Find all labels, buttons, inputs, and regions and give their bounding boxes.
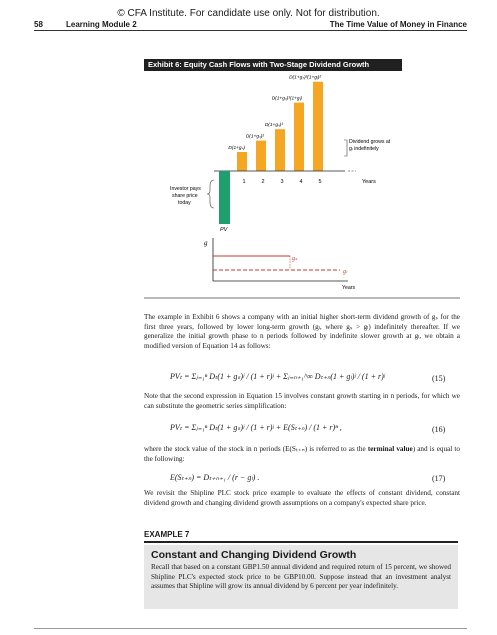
- year-ticks: [242, 179, 321, 185]
- dividend-bar-label-1: D(1+gₛ): [228, 146, 245, 151]
- distribution-notice: © CFA Institute. For candidate use only. Not for distribution.: [117, 8, 380, 19]
- equation-15: PVₜ = Σⱼ₌₁ⁿ Dₜ(1 + gₛ)ʲ / (1 + r)ʲ + Σⱼ₌ₙ₊₁^∞ Dₜ₊ₙ(1 + gₗ)ʲ / (1 + r)ʲ: [170, 372, 386, 381]
- equation-15-number: (15): [432, 374, 446, 383]
- dividend-bar-3: [275, 129, 285, 171]
- example-text: Recall that based on a constant GBP1.50 annual dividend and required return of 15 percent, we showed Shipline PLC's expected stock price to be GBP10.00. Suppose instead that an investment analyst assumes that Shipline will grow its annual dividend by 6 percent per year indefinitely.: [151, 563, 451, 591]
- gl-label: gₗ: [343, 269, 347, 275]
- dividend-bars: [228, 75, 323, 171]
- equation-16: PVₜ = Σⱼ₌₁ⁿ Dₜ(1 + gₛ)ʲ / (1 + r)ʲ + E(Sₜ₊ₙ) / (1 + r)ⁿ ,: [170, 423, 342, 432]
- growth-bracket: [344, 140, 347, 156]
- exhibit-title: Exhibit 6: Equity Cash Flows with Two-Stage Dividend Growth: [144, 59, 402, 71]
- pv-bar: [219, 171, 230, 224]
- equation-17: E(Sₜ₊ₙ) = Dₜ₊ₙ₊₁ / (r − gₗ) .: [170, 473, 260, 482]
- g-axis-label: g: [204, 239, 208, 247]
- gs-label: gₛ: [292, 256, 298, 262]
- dividend-bar-label-2: D(1+gₛ)²: [245, 134, 264, 140]
- terminal-value-term: terminal value: [367, 445, 413, 453]
- dividend-bar-4: [294, 103, 304, 171]
- footer-rule: [34, 628, 467, 629]
- investor-line-2: share price: [172, 193, 198, 199]
- paragraph-3: [144, 445, 460, 464]
- year-tick-2: 2: [261, 179, 265, 185]
- year-tick-5: 5: [318, 179, 322, 185]
- example-header: EXAMPLE 7: [144, 530, 190, 539]
- dividend-bar-2: [256, 141, 266, 171]
- pv-label: PV: [220, 227, 228, 233]
- page-number: 58: [34, 20, 43, 29]
- module-title: Learning Module 2: [66, 20, 137, 29]
- paragraph-2: Note that the second expression in Equation 15 involves constant growth starting in n periods, for which we can substitute the geometric series simplification:: [144, 392, 460, 410]
- dividend-bar-label-3: D(1+gₛ)³: [264, 123, 283, 129]
- paragraph-1: The example in Exhibit 6 shows a company with an initial higher short-term dividend growth of gₛ for the first three years, followed by lower long-term growth (gₗ, where gₛ > gₗ) indefinitely thereafter. If we generalize the initial growth phase to n periods followed by indefinite slower growth at gₗ, we obtain a modified version of Equation 14 as follows:: [144, 313, 460, 350]
- year-tick-1: 1: [242, 179, 246, 185]
- para3-a: where the stock value of the stock in n periods (E(Sₜ₊ₙ) is referred to as the: [144, 445, 368, 453]
- growth-note-1: Dividend grows at: [349, 139, 391, 145]
- paragraph-4: We revisit the Shipline PLC stock price example to evaluate the effects of constant dividend, constant dividend growth and changing dividend growth assumptions on a company's expected share price.: [144, 489, 460, 507]
- example-title: Constant and Changing Dividend Growth: [151, 549, 357, 561]
- lower-years-label: Years: [342, 285, 356, 291]
- year-tick-3: 3: [280, 179, 284, 185]
- example-rule: [144, 541, 458, 543]
- dividend-bar-label-5: D(1+gₛ)³(1+gₗ)²: [289, 75, 321, 81]
- exhibit-chart: [0, 0, 497, 300]
- dividend-bar-5: [313, 82, 323, 171]
- investor-brace: [207, 180, 214, 208]
- equation-16-number: (16): [432, 425, 446, 434]
- investor-line-3: today: [178, 200, 191, 206]
- investor-line-1: Investor pays: [170, 186, 201, 192]
- year-tick-4: 4: [299, 179, 303, 185]
- years-label: Years: [362, 179, 376, 185]
- growth-note-2: gₗ indefinitely: [349, 146, 379, 152]
- book-title: The Time Value of Money in Finance: [329, 20, 467, 29]
- para3-c: ) and is equal to the following:: [144, 445, 460, 463]
- dividend-bar-1: [237, 152, 247, 171]
- dividend-bar-label-4: D(1+gₛ)³(1+gₗ): [271, 96, 302, 102]
- equation-17-number: (17): [432, 474, 446, 483]
